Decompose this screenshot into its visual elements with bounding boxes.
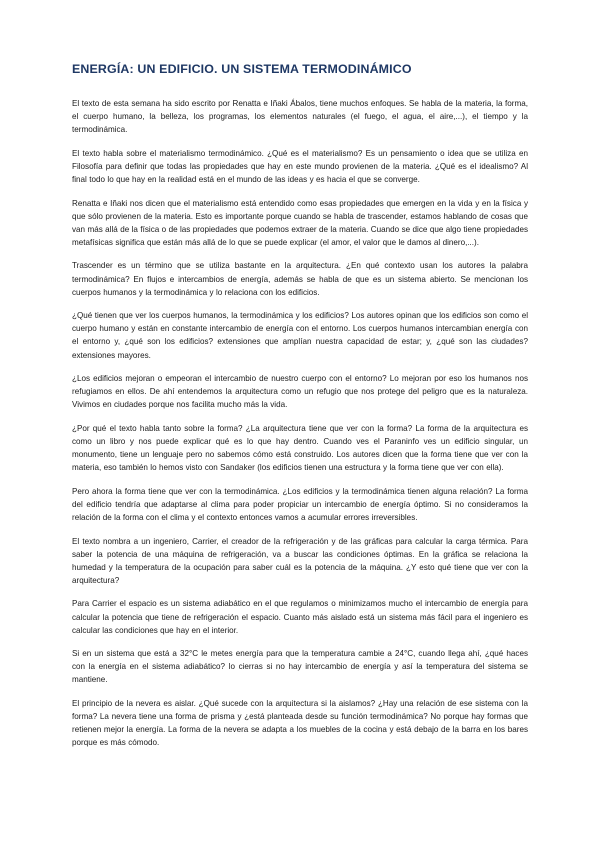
paragraph: Trascender es un término que se utiliza bastante en la arquitectura. ¿En qué contexto usan los autores la palabra termodinámica? En flujos e intercambios de energía, además se habla de que es un sistema abierto. Se mencionan los cuerpos humanos y la termodinámica y lo relaciona con los edificios.: [72, 261, 528, 297]
paragraph: El texto habla sobre el materialismo termodinámico. ¿Qué es el materialismo? Es un pensamiento o idea que se utiliza en Filosofía para definir que todas las propiedades que hay en este mundo provienen de la materia. ¿Qué es el idealismo? Al final todo lo que hay en la realidad está en el mundo de las ideas y es hacia el que se converge.: [72, 148, 528, 184]
paragraph: ¿Por qué el texto habla tanto sobre la forma? ¿La arquitectura tiene que ver con la forma? La forma de la arquitectura es como un libro y nos puede explicar qué es lo que hay dentro. Cuando ves el Paraninfo ves un edificio singular, un monumento, tiene un lenguaje pero no sabemos cómo está construido. Los autores dicen que la forma tiene que ver con la materia, eso también lo hemos visto con Sandaker (los edificios tienen una estructura y la forma tiene que ver con ella).: [72, 423, 528, 473]
paragraph: Pero ahora la forma tiene que ver con la termodinámica. ¿Los edificios y la termodinámica tienen alguna relación? La forma del edificio tendría que adaptarse al clima para poder propiciar un intercambio de energía óptimo. Si no consideramos la relación de la forma con el clima y el contexto entonces vamos a acumular errores irreversibles.: [72, 486, 528, 522]
document-content: [72, 62, 528, 749]
paragraph: ¿Los edificios mejoran o empeoran el intercambio de nuestro cuerpo con el entorno? Lo mejoran por eso los humanos nos refugiamos en ellos. De ahí entendemos la arquitectura como un refugio que nos protege del peligro que es la naturaleza. Vivimos en ciudades porque nos facilita mucho más la vida.: [72, 374, 528, 410]
paragraph: Si en un sistema que está a 32°C le metes energía para que la temperatura cambie a 24°C, cuando llega ahí, ¿qué haces con la energía en el sistema adiabático? lo cierras si no hay intercambio de energía y así la temperatura del sistema se mantiene.: [72, 649, 528, 685]
page-title: ENERGÍA: UN EDIFICIO. UN SISTEMA TERMODINÁMICO: [72, 62, 412, 76]
document-paragraphs: [72, 97, 528, 749]
paragraph: Para Carrier el espacio es un sistema adiabático en el que regulamos o minimizamos mucho el intercambio de energía para calcular la potencia que tiene de refrigeración el espacio. Cuanto más aislado está un sistema más fácil para el ingeniero es calcular las condiciones que hay en el interior.: [72, 599, 528, 635]
paragraph: Renatta e Iñaki nos dicen que el materialismo está entendido como esas propiedades que emergen en la vida y en la física y que sólo provienen de la materia. Esto es importante porque cuando se habla de trascender, estamos hablando de cosas que van más allá de la física o de las propiedades que podemos extraer de la materia. Cuando se dice que algo tiene propiedades metafísicas significa que están más allá de lo que se puede explicar (el amor, el valor que le damos al dinero,...).: [72, 198, 528, 247]
paragraph: El texto de esta semana ha sido escrito por Renatta e Iñaki Ábalos, tiene muchos enfoques. Se habla de la materia, la forma, el cuerpo humano, la belleza, los programas, los elementos naturales (el fuego, el agua, el aire,...), el tiempo y la termodinámica.: [72, 99, 528, 135]
paragraph: El texto nombra a un ingeniero, Carrier, el creador de la refrigeración y de las gráficas para calcular la carga térmica. Para saber la potencia de una máquina de refrigeración, va a buscar las condiciones óptimas. En la gráfica se relaciona la humedad y la temperatura de la ocupación para saber cuál es la potencia de la máquina. ¿Y esto qué tiene que ver con la arquitectura?: [72, 536, 528, 585]
paragraph: El principio de la nevera es aislar. ¿Qué sucede con la arquitectura si la aislamos? ¿Hay una relación de ese sistema con la forma? La nevera tiene una forma de prisma y ¿está planteada desde su función termodinámica? No porque hay formas que retienen mejor la energía. La forma de la nevera se adapta a los muebles de la cocina y está debajo de la barra en los bares porque es más cómodo.: [72, 698, 528, 748]
paragraph: ¿Qué tienen que ver los cuerpos humanos, la termodinámica y los edificios? Los autores opinan que los edificios son como el cuerpo humano y están en constante intercambio de energía con el entorno. Los cuerpos humanos intercambian energía con el entorno y, ¿qué son los edificios? extensiones que amplían nuestra capacidad de estar; y, ¿qué son las ciudades? extensiones mayores.: [72, 311, 528, 360]
